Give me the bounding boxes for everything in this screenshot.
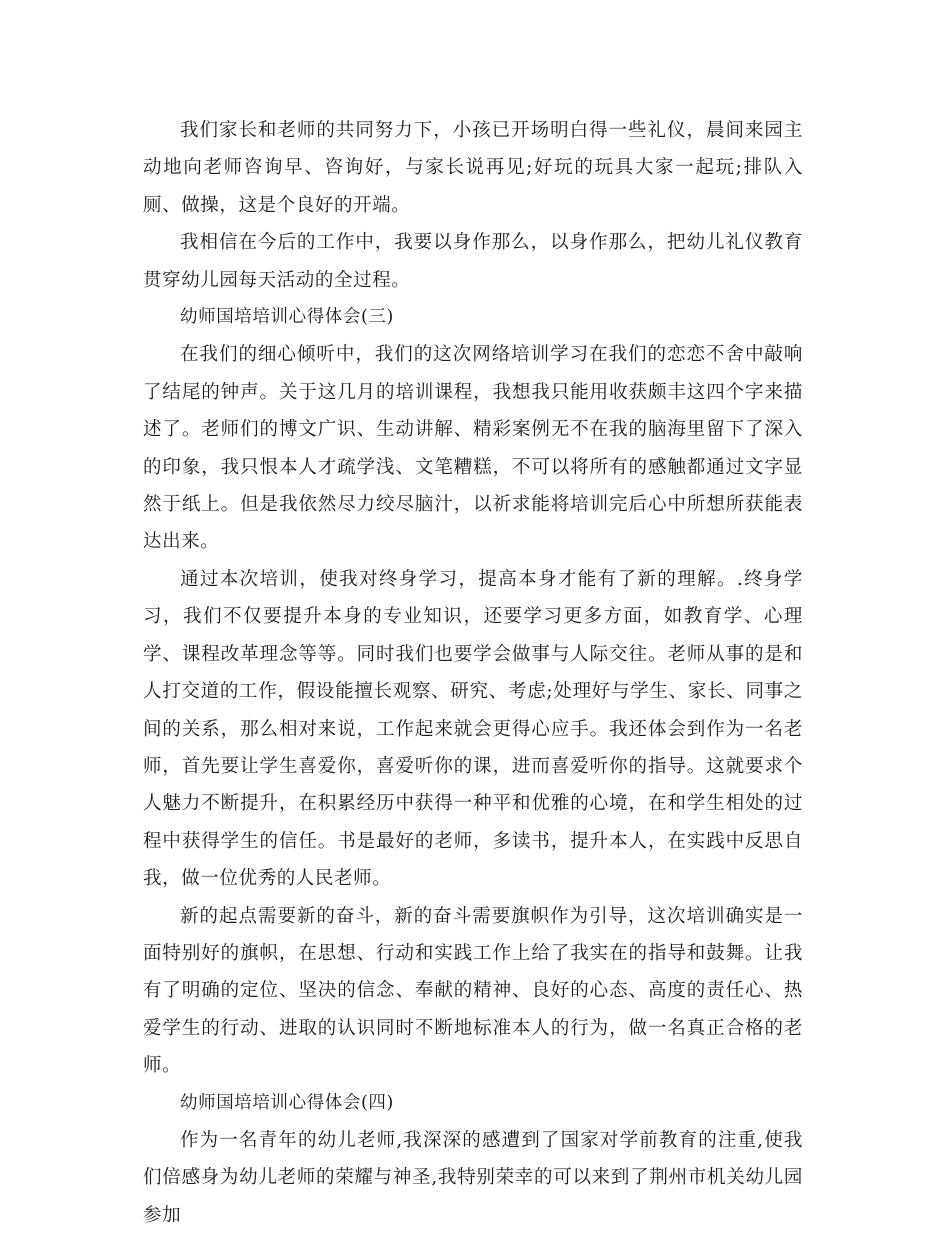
paragraph: 作为一名青年的幼儿老师,我深深的感遭到了国家对学前教育的注重,使我们倍感身为幼儿老师的荣耀与神圣,我特别荣幸的可以来到了荆州市机关幼儿园参加	[143, 1129, 803, 1226]
paragraph: 我们家长和老师的共同努力下，小孩已开场明白得一些礼仪，晨间来园主动地向老师咨询早、咨询好，与家长说再见;好玩的玩具大家一起玩;排队入厕、做操，这是个良好的开端。	[143, 120, 803, 216]
section-heading: 幼师国培培训心得体会(三)	[180, 307, 394, 328]
paragraph: 在我们的细心倾听中，我们的这次网络培训学习在我们的恋恋不舍中敲响了结尾的钟声。关于这几月的培训课程，我想我只能用收获颇丰这四个字来描述了。老师们的博文广识、生动讲解、精彩案例无不在我的脑海里留下了深入的印象，我只恨本人才疏学浅、文笔糟糕，不可以将所有的感触都通过文字显然于纸上。但是我依然尽力绞尽脑汁，以祈求能将培训完后心中所想所获能表达出来。	[143, 344, 803, 553]
paragraph: 通过本次培训，使我对终身学习，提高本身才能有了新的理解。.终身学习，我们不仅要提升本身的专业知识，还要学习更多方面，如教育学、心理学、课程改革理念等等。同时我们也要学会做事与人际交往。老师从事的是和人打交道的工作，假设能擅长观察、研究、考虑;处理好与学生、家长、同事之间的关系，那么相对来说，工作起来就会更得心应手。我还体会到作为一名老师，首先要让学生喜爱你，喜爱听你的课，进而喜爱听你的指导。这就要求个人魅力不断提升，在积累经历中获得一种平和优雅的心境，在和学生相处的过程中获得学生的信任。书是最好的老师，多读书，提升本人，在实践中反思自我，做一位优秀的人民老师。	[143, 568, 803, 890]
paragraph: 我相信在今后的工作中，我要以身作那么，以身作那么，把幼儿礼仪教育贯穿幼儿园每天活动的全过程。	[143, 232, 803, 291]
document-body	[143, 112, 803, 1234]
paragraph: 新的起点需要新的奋斗，新的奋斗需要旗帜作为引导，这次培训确实是一面特别好的旗帜，在思想、行动和实践工作上给了我实在的指导和鼓舞。让我有了明确的定位、坚决的信念、奉献的精神、良好的心态、高度的责任心、热爱学生的行动、进取的认识同时不断地标准本人的行为，做一名真正合格的老师。	[143, 905, 803, 1077]
section-heading: 幼师国培培训心得体会(四)	[180, 1092, 394, 1113]
